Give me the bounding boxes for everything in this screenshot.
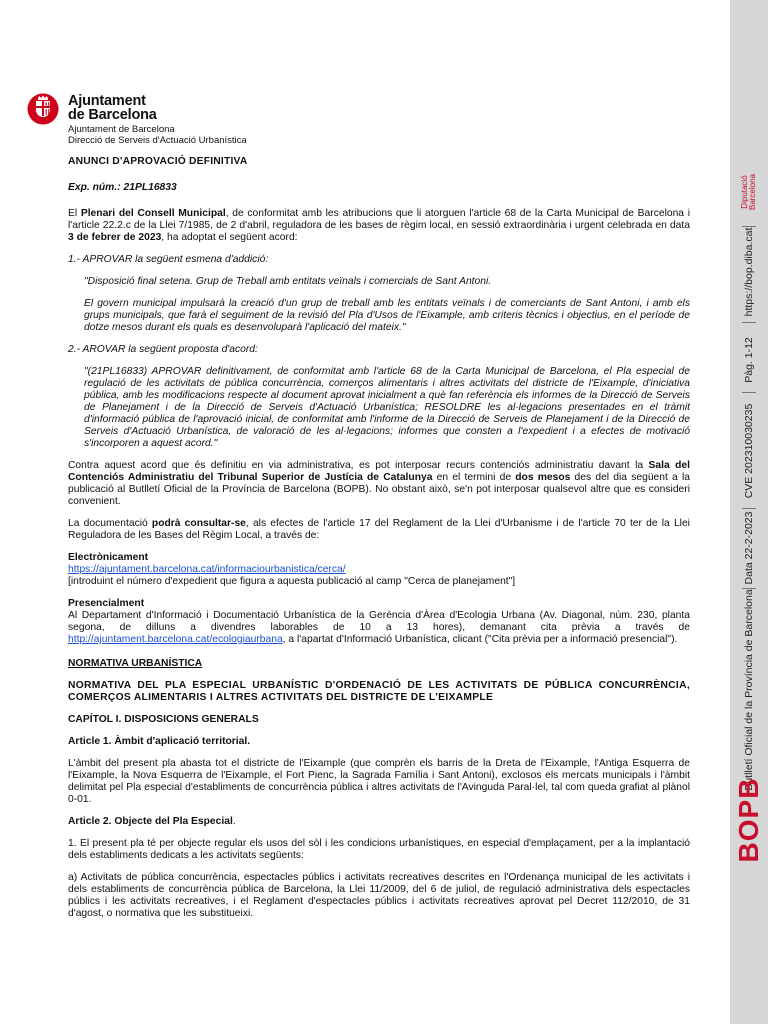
org-subtitle-1: Ajuntament de Barcelona: [68, 124, 175, 135]
normativa-heading: NORMATIVA URBANÍSTICA: [68, 658, 203, 669]
consult-text-c: , als efectes de l'article 17 del Reglament de la Llei d'Urbanisme i de l'article 70 ter de la Llei Reguladora de les Bases del Règim Local, a través de:: [68, 518, 690, 541]
normativa-title: NORMATIVA DEL PLA ESPECIAL URBANÍSTIC D'ORDENACIÓ DE LES ACTIVITATS DE PÚBLICA CONCURRÈNCIA, COMERÇOS ALIMENTARIS I ALTRES ACTIVITATS DEL DISTRICTE DE L'EIXAMPLE: [68, 680, 690, 703]
band-url[interactable]: https://bop.diba.cat: [743, 227, 755, 317]
org-subtitle-2: Direcció de Serveis d'Actuació Urbanística: [68, 135, 247, 146]
bopb-brand: BOPB: [733, 777, 764, 863]
article-1-title: Article 1. Àmbit d'aplicació territorial.: [68, 736, 251, 747]
electronic-title: Electrònicament: [68, 552, 149, 563]
article-2-paragraph-1: 1. El present pla té per objecte regular els usos del sòl i les condicions urbanístiques, en especial d'emplaçament, per a la implantació dels establiments dedicats a les activitats següents:: [68, 838, 690, 861]
band-separator: [742, 508, 756, 509]
diba-logo-line1: Diputació: [740, 175, 749, 209]
diba-logo: [741, 174, 757, 210]
band-cve: CVE 202310030235: [743, 403, 755, 499]
recurs-text-d: dos mesos: [515, 472, 571, 483]
diba-logo-line2: Barcelona: [748, 173, 757, 211]
band-date: Data 22-2-2023: [743, 511, 755, 585]
org-name-line2: de Barcelona: [68, 107, 157, 123]
band-page: Pàg. 1-12: [743, 337, 755, 383]
presential-text-a: Al Departament d'Informació i Documentació Urbanística de la Gerència d'Àrea d'Ecologia Urbana (Av. Diagonal, núm. 230, planta segona, de dilluns a divendres laborables de 10 a 13 hores), demanant cita prèvia a través de: [68, 610, 690, 633]
quote-2: El govern municipal impulsarà la creació d'un grup de treball amb les entitats veïnals i de comerciants de Sant Antoni, i amb els grups municipals, que farà el seguiment de la revisió del Pla d'Usos de l'Eixample, amb criteris tècnics i objectius, en el període de dotze mesos durant els quals es desenvoluparà l'aplicació del mateix.": [84, 298, 690, 333]
recurs-text-c: en el termini de: [432, 472, 516, 483]
recurs-text-b: Sala del Contenciós Administratiu del Tribunal Superior de Justícia de Catalunya: [68, 460, 691, 483]
band-bulletin-name: Butlletí Oficial de la Província de Barcelona: [743, 589, 755, 791]
article-2-paragraph-a: a) Activitats de pública concurrència, espectacles públics i activitats recreatives descrites en l'Ordenança municipal de les activitats i dels establiments de concurrència pública de Barcelona, la Llei 11/2009, del 6 de juliol, de regulació administrativa dels espectacles públics i les activitats recreatives, i el Reglament d'espectacles públics i activitats recreatives aprovat pel Decret 112/2010, de 31 d'agost, o normativa que les substitueixi.: [68, 872, 690, 919]
org-name-line1: Ajuntament: [68, 93, 146, 109]
presential-link[interactable]: http://ajuntament.barcelona.cat/ecologiaurbana: [68, 634, 283, 645]
band-separator: [742, 392, 756, 393]
consult-text-a: La documentació: [68, 518, 152, 529]
intro-text-d: 3 de febrer de 2023: [68, 232, 162, 243]
intro-text-b: Plenari del Consell Municipal: [80, 208, 226, 219]
intro-text-e: , ha adoptat el següent acord:: [161, 232, 298, 243]
recurs-paragraph: [68, 460, 690, 508]
org-name: [68, 94, 157, 122]
document-title: ANUNCI D'APROVACIÓ DEFINITIVA: [68, 156, 248, 167]
electronic-note: [introduint el número d'expedient que figura a aquesta publicació al camp "Cerca de planejament"]: [68, 576, 516, 587]
presential-title: Presencialment: [68, 598, 145, 609]
barcelona-coat-of-arms-logo: [27, 93, 59, 125]
quote-3: "(21PL16833) APROVAR definitivament, de conformitat amb l'article 68 de la Carta Municipal de Barcelona, el Pla especial de regulació de les activitats de pública concurrència, comerços alimentaris i altres activitats del districte de l'Eixample, d'iniciativa pública, amb les modificacions respecte al document aprovat inicialment a què fan referència els informes de la Direcció de Serveis de Planejament i de la Direcció de Serveis d'Actuació Urbanística; RESOLDRE les al·legacions presentades en el tràmit d'informació pública de l'aprovació inicial, de conformitat amb l'informe de la Direcció de Serveis de Planejament i de la Direcció de Serveis d'Actuació Urbanística, de valoració de les al·legacions; informes que consten a l'expedient i a efectes de motivació s'incorporen a aquest acord.": [84, 366, 690, 449]
article-1-body: L'àmbit del present pla abasta tot el districte de l'Eixample (que comprèn els barris de la Dreta de l'Eixample, l'Antiga Esquerra de l'Eixample, la Nova Esquerra de l'Eixample, el Fort Pienc, la Sagrada Família i Sant Antoni), exclosos els mercats municipals i l'àmbit delimitat pel Pla especial d'establiments de concurrència pública i altres activitats de l'Avinguda Paral·lel, tal com queda grafiat al plànol 0-01.: [68, 758, 690, 805]
document-body: [68, 156, 690, 920]
band-separator: [742, 322, 756, 323]
chapter-1-heading: CAPÍTOL I. DISPOSICIONS GENERALS: [68, 714, 259, 725]
org-subtitle: [68, 124, 247, 146]
article-2-title-line: [68, 816, 690, 828]
article-2-title: Article 2. Objecte del Pla Especial: [68, 816, 233, 827]
recurs-text-a: Contra aquest acord que és definitiu en via administrativa, es pot interposar recurs contenciós administratiu davant la: [68, 460, 649, 471]
recurs-text-e: des del dia següent a la publicació al Butlletí Oficial de la Província de Barcelona (BOPB). No obstant això, se'n pot interposar qualsevol altre que es consideri convenient.: [68, 472, 690, 507]
electronic-link[interactable]: https://ajuntament.barcelona.cat/informaciourbanistica/cerca/: [68, 564, 346, 575]
article-2-title-dot: .: [232, 816, 236, 827]
item-1: 1.- APROVAR la següent esmena d'addició:: [68, 254, 269, 265]
electronic-link-line: [68, 564, 690, 576]
presential-text-b: , a l'apartat d'Informació Urbanística, clicant ("Cita prèvia per a informació presencial").: [282, 634, 678, 645]
quote-1: "Disposició final setena. Grup de Treball amb entitats veïnals i comercials de Sant Antoni.: [84, 276, 492, 287]
intro-text-a: El: [68, 208, 81, 219]
bulletin-side-band: [730, 0, 768, 1024]
presential-paragraph: [68, 610, 690, 646]
expedient-number: Exp. núm.: 21PL16833: [68, 182, 177, 193]
intro-paragraph: [68, 208, 690, 244]
intro-text-c: , de conformitat amb les atribucions que li atorguen l'article 68 de la Carta Municipal de Barcelona i l'article 22.2.c de la Llei 7/1985, de 2 d'abril, reguladora de les bases de règim local, en sessió extraordinària i urgent celebrada en data: [68, 208, 690, 231]
item-2: 2.- AROVAR la següent proposta d'acord:: [68, 344, 258, 355]
consult-paragraph: [68, 518, 690, 542]
consult-text-b: podrà consultar-se: [151, 518, 246, 529]
